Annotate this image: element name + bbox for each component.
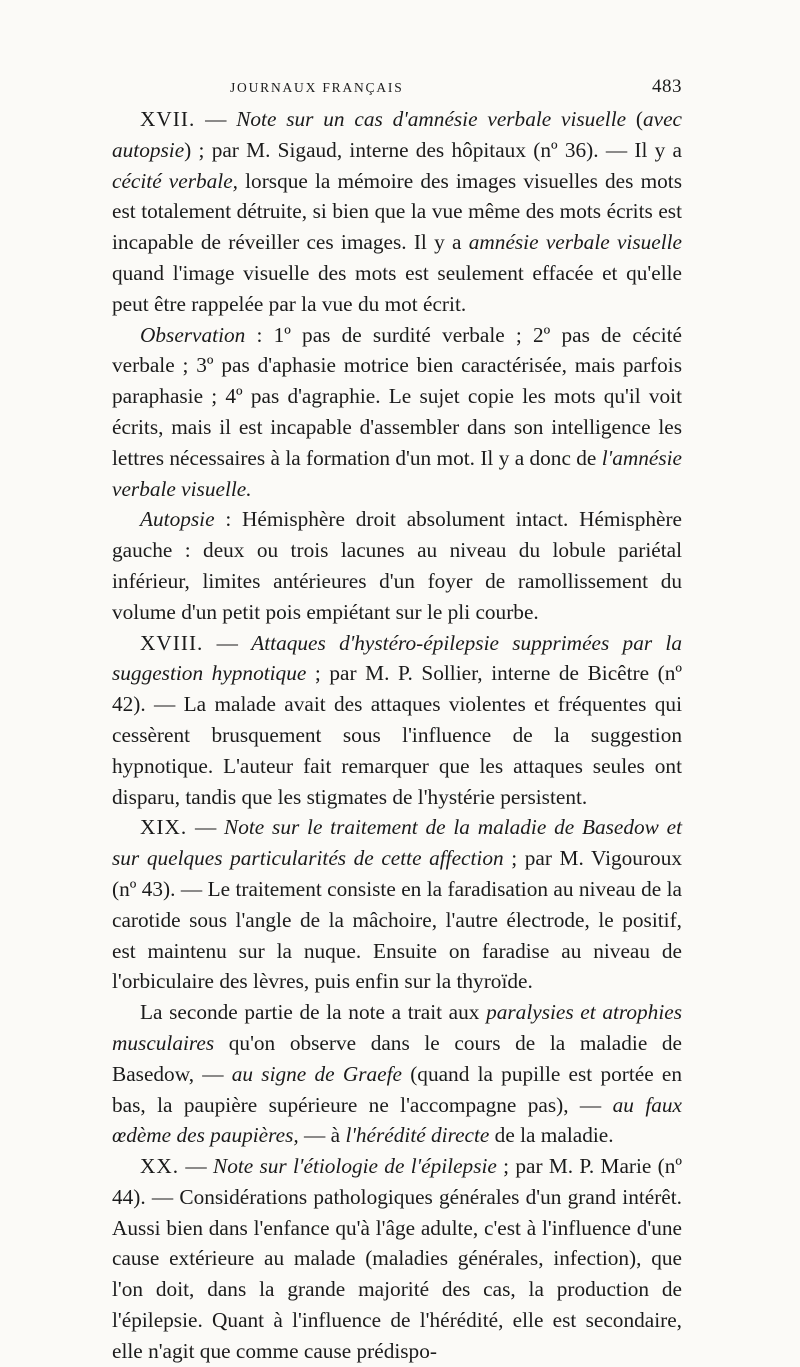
section-number: XVIII. [140,630,204,655]
italic-text: au signe de Graefe [231,1061,402,1086]
section-number: XVII. [140,107,196,131]
italic-text: Attaques d'hystéro-épilepsie supprimées par la suggestion hypnotique [112,630,682,686]
page-number: 483 [652,76,682,97]
text-run: ) ; par M. Sigaud, interne des hôpitaux (nº 36). — Il y a [184,137,682,162]
running-header [112,70,682,104]
text-run: — [179,1154,213,1179]
italic-text: cécité verbale, [112,168,238,193]
text-run: de la maladie. [489,1123,614,1148]
italic-text: Autopsie [140,507,215,532]
text-run: ( [626,107,643,131]
paragraph [112,504,682,627]
text-run: ; par M. Vigouroux (nº 43). — Le traitement consiste en la faradisation au niveau de la carotide sous l'angle de la mâchoire, l'autre électrode, le positif, est maintenu sur la nuque. Ensuite on faradise au niveau de l'orbiculaire des lèvres, puis enfin sur la thyroïde. [112,846,682,994]
running-title: JOURNAUX FRANÇAIS [230,80,404,95]
section-number: XX. [140,1154,180,1179]
italic-text: avec autopsie [112,107,682,162]
italic-text: amnésie verbale visuelle [468,230,682,255]
paragraph [112,812,682,997]
paragraph [112,1151,682,1367]
paragraph [112,997,682,1151]
italic-text: Observation [140,322,246,347]
text-run: (quand la pupille est portée en bas, la paupière supérieure ne l'accompagne pas), — [112,1061,682,1117]
italic-text: l'amnésie verbale visuelle. [112,445,682,501]
text-run: : 1º pas de surdité verbale ; 2º pas de cécité verbale ; 3º pas d'aphasie motrice bien caractérisée, mais parfois paraphasie ; 4º pas d'agraphie. Le sujet copie les mots qu'il voit écrits, mais il est incapable d'assembler dans son intelligence les lettres nécessaires à la formation d'un mot. Il y a donc de [112,322,682,470]
article-body [112,104,682,1367]
text-run: : Hémisphère droit absolument intact. Hémisphère gauche : deux ou trois lacunes au niveau du lobule pariétal inférieur, limites antérieures d'un foyer de ramollissement du volume d'un petit pois empiétant sur le pli courbe. [112,507,682,624]
italic-text: Note sur le traitement de la maladie de Basedow et sur quelques particularités de cette affection [112,815,682,871]
section-number: XIX. [140,815,188,840]
paragraph [112,628,682,813]
text-run: La seconde partie de la note a trait aux [140,1000,487,1025]
paragraph [112,104,682,320]
text-run: — [195,107,237,131]
text-run: lorsque la mémoire des images visuelles des mots est totalement détruite, si bien que la vue même des mots écrits est incapable de réveiller ces images. Il y a [112,168,682,255]
italic-text: paralysies et atrophies musculaires [112,1000,682,1055]
italic-text: au faux œdème des paupières, [112,1092,682,1148]
text-run: ; par M. P. Sollier, interne de Bicêtre (nº 42). — La malade avait des attaques violentes et fréquentes qui cessèrent brusquement sous l'influence de la suggestion hypnotique. L'auteur fait remarquer que les attaques seules ont disparu, tandis que les stigmates de l'hystérie persistent. [112,661,682,809]
paragraph [112,320,682,505]
italic-text: l'hérédité directe [345,1123,490,1148]
italic-text: Note sur l'étiologie de l'épilepsie [212,1154,497,1179]
text-run: ; par M. P. Marie (nº 44). — Considérations pathologiques générales d'un grand intérêt. Aussi bien dans l'enfance qu'à l'âge adulte, c'est à l'influence d'une cause extérieure au malade (maladies générales, infection), que l'on doit, dans la grande majorité des cas, la production de l'épilepsie. Quant à l'influence de l'hérédité, elle est secondaire, elle n'agit que comme cause prédispo- [112,1154,682,1363]
text-run: qu'on observe dans le cours de la maladie de Basedow, — [112,1030,682,1086]
text-run: — [187,815,225,840]
italic-text: Note sur un cas d'amnésie verbale visuelle [236,107,627,131]
journal-page [112,70,682,1367]
text-run: — [203,630,252,655]
text-run: — à [298,1123,346,1148]
text-run: quand l'image visuelle des mots est seulement effacée et qu'elle peut être rappelée par la vue du mot écrit. [112,260,682,316]
